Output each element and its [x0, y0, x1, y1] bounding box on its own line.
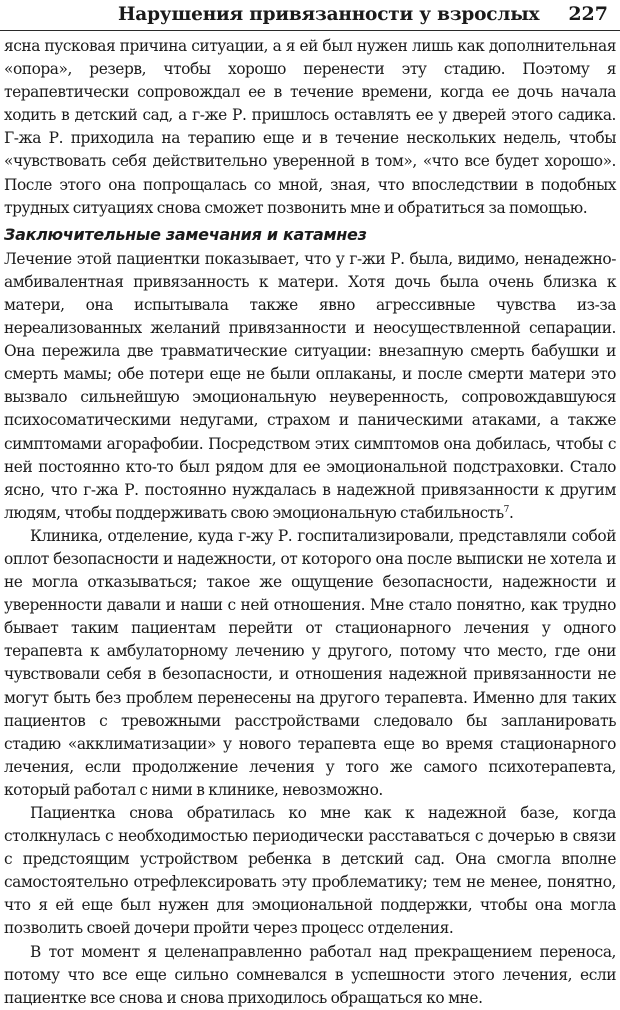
running-title: Нарушения привязанности у взрослых	[118, 4, 540, 25]
paragraph-continuation: ясна пусковая причина ситуации, а я ей был нужен лишь как дополнительная «опора», резерв, чтобы хорошо перенести эту стадию. Поэтому я терапевтически сопровождал ее в течение времени, когда ее дочь начала ходить в детский сад, а г-же Р. пришлось оставлять ее у дверей этого садика. Г-жа Р. приходила на терапию еще и в течение нескольких недель, чтобы «чувствовать себя действительно уверенной в том», «что все будет хорошо». После этого она попрощалась со мной, зная, что впоследствии в подобных трудных ситуациях снова сможет позвонить мне и обратиться за помощью.	[4, 37, 616, 217]
paragraph-conclusion-end: .	[508, 503, 514, 522]
section-heading: Заключительные замечания и катамнез	[4, 224, 367, 244]
page-number: 227	[568, 3, 608, 25]
paragraph-conclusion	[4, 248, 616, 525]
footnote-marker[interactable]: 7	[503, 504, 509, 515]
paragraph-transference: В тот момент я целенаправленно работал над прекращением переноса, потому что все еще сильно сомневался в успешности этого лечения, если пациентке все снова и снова приходилось обращаться ко мне.	[4, 942, 616, 1007]
running-head	[0, 0, 620, 31]
paragraph-secure-base: Пациентка снова обратилась ко мне как к надежной базе, когда столкнулась с необходимостью периодически расставаться с дочерью в связи с предстоящим устройством ребенка в детский сад. Она смогла вполне самостоятельно отрефлексировать эту проблематику; тем не менее, понятно, что я ей еще был нужен для эмоциональной поддержки, чтобы она могла позволить своей дочери пройти через процесс отделения.	[4, 804, 616, 938]
paragraph-clinic: Клиника, отделение, куда г-жу Р. госпитализировали, представляли собой оплот безопасности и надежности, от которого она после выписки не хотела и не могла отказываться; такое же ощущение безопасности, надежности и уверенности давали и наши с ней отношения. Мне стало понятно, как трудно бывает таким пациентам перейти от стационарного лечения у одного терапевта к амбулаторному лечению у другого, потому что место, где они чувствовали себя в безопасности, и отношения надежной привязанности не могут быть без проблем перенесены на другого терапевта. Именно для таких пациентов с тревожными расстройствами следовало бы запланировать стадию «акклиматизации» у нового терапевта еще во время стационарного лечения, если продолжение лечения у того же самого психотерапевта, который работал с ними в клинике, невозможно.	[4, 526, 616, 799]
paragraph-conclusion-text: Лечение этой пациентки показывает, что у г-жи Р. была, видимо, ненадежно-амбивалентная привязанность к матери. Хотя дочь была очень близка к матери, она испытывала также явно агрессивные чувства из-за нереализованных желаний привязанности и неосуществленной сепарации. Она пережила две травматические ситуации: внезапную смерть бабушки и смерть мамы; обе потери еще не были оплаканы, и после смерти матери это вызвало сильнейшую эмоциональную неуверенность, сопровождавшуюся психосоматическими недугами, страхом и паническими атаками, а также симптомами агорафобии. Посредством этих симптомов она добилась, чтобы с ней постоянно кто-то был рядом для ее эмоциональной подстраховки. Стало ясно, что г-жа Р. постоянно нуждалась в надежной привязанности к другим людям, чтобы поддерживать свою эмоциональную стабильность	[4, 249, 616, 522]
